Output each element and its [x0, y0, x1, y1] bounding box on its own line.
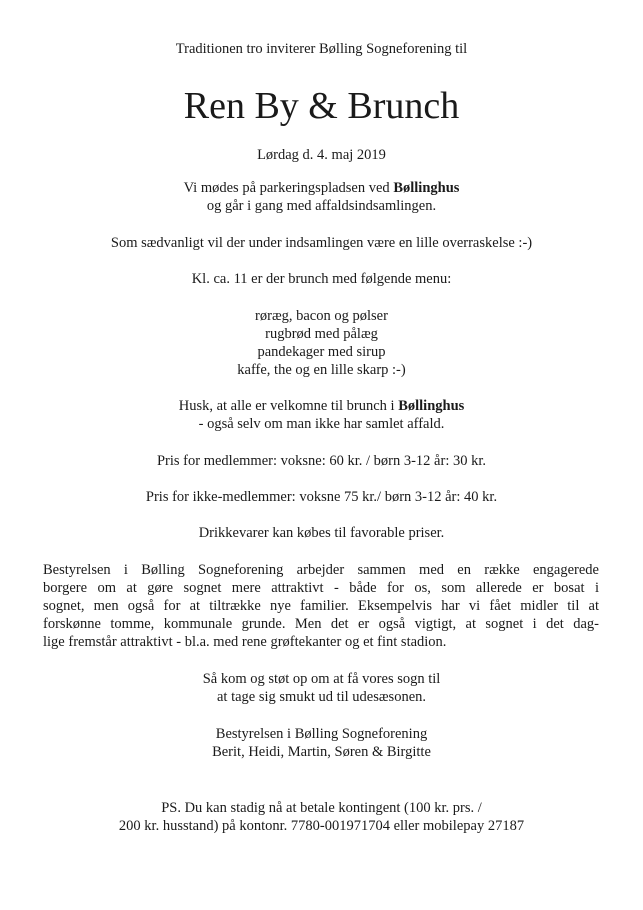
signature-names: Berit, Heidi, Martin, Søren & Birgitte [212, 744, 431, 760]
price-nonmembers: Pris for ikke-medlemmer: voksne 75 kr./ børn 3-12 år: 40 kr. [145, 489, 498, 505]
welcome-line-2: - også selv om man ikke har samlet affald. [198, 416, 445, 432]
venue-name: Bøllinghus [393, 180, 460, 196]
welcome-line-1 [0, 397, 643, 415]
ps-line: 200 kr. husstand) på kontonr. 7780-001971704 eller mobilepay 27187 [118, 818, 525, 834]
welcome-text: Husk, at alle er velkomne til brunch i [178, 398, 399, 414]
price-members: Pris for medlemmer: voksne: 60 kr. / børn 3-12 år: 30 kr. [156, 453, 487, 469]
venue-name: Bøllinghus [398, 398, 465, 414]
menu-item: røræg, bacon og pølser [255, 308, 388, 324]
page-title: Ren By & Brunch [183, 85, 460, 127]
meeting-text: Vi mødes på parkeringspladsen ved [183, 180, 394, 196]
paragraph-line: forskønne tomme, kommunale grunde. Men det er også vigtigt, at sognet i det dag- [43, 616, 599, 632]
paragraph-line: sognet, men også for at tiltrække nye familier. Eksempelvis har vi fået midler til at [43, 598, 599, 614]
ps-line: PS. Du kan stadig nå at betale kontingent (100 kr. prs. / [161, 800, 482, 816]
paragraph-line: borgere om at gøre sognet mere attraktivt - både for os, som allerede er bosat i [43, 580, 599, 596]
surprise-note: Som sædvanligt vil der under indsamlingen være en lille overraskelse :-) [110, 235, 533, 251]
event-date: Lørdag d. 4. maj 2019 [257, 147, 386, 163]
paragraph-line: lige fremstår attraktivt - bl.a. med rene grøftekanter og et fint stadion. [43, 634, 447, 650]
paragraph-line: Bestyrelsen i Bølling Sogneforening arbejder sammen med en række engagerede [43, 562, 599, 578]
call-to-action-line: at tage sig smukt ud til udesæsonen. [216, 689, 427, 705]
menu-item: rugbrød med pålæg [265, 326, 378, 342]
meeting-line-2: og går i gang med affaldsindsamlingen. [206, 198, 437, 214]
call-to-action-line: Så kom og støt op om at få vores sogn til [202, 671, 441, 687]
drinks-note: Drikkevarer kan købes til favorable priser. [198, 525, 445, 541]
brunch-intro: Kl. ca. 11 er der brunch med følgende menu: [191, 271, 452, 287]
meeting-line-1 [0, 179, 643, 197]
invite-intro: Traditionen tro inviterer Bølling Sogneforening til [175, 41, 468, 57]
menu-item: pandekager med sirup [257, 344, 386, 360]
menu-item: kaffe, the og en lille skarp :-) [237, 362, 406, 378]
signature-org: Bestyrelsen i Bølling Sogneforening [215, 726, 428, 742]
